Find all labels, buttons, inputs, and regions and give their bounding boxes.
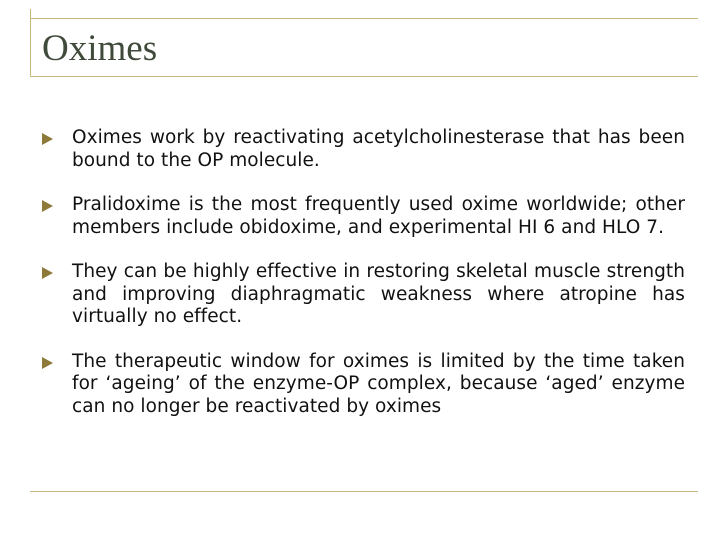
top-divider: [30, 18, 698, 19]
bullet-item: [42, 194, 685, 239]
bullet-item: [42, 351, 685, 419]
bullet-triangle-icon: [42, 267, 53, 279]
bullet-triangle-icon: [42, 133, 53, 145]
bullet-text: Pralidoxime is the most frequently used oxime worldwide; other members include obidoxime, and experimental HI 6 and HLO 7.: [72, 194, 685, 238]
bottom-divider: [30, 491, 698, 492]
bullet-item: [42, 127, 685, 172]
bullet-list: [42, 127, 685, 440]
bullet-text: The therapeutic window for oximes is limited by the time taken for ‘ageing’ of the enzyme-OP complex, because ‘aged’ enzyme can no longer be reactivated by oximes: [72, 350, 685, 417]
left-accent-line: [30, 9, 31, 77]
slide-title: Oximes: [42, 28, 158, 69]
bullet-text: Oximes work by reactivating acetylcholinesterase that has been bound to the OP molecule.: [72, 127, 685, 171]
title-divider: [30, 76, 698, 77]
bullet-item: [42, 261, 685, 329]
bullet-triangle-icon: [42, 200, 53, 212]
bullet-text: They can be highly effective in restoring skeletal muscle strength and improving diaphragmatic weakness where atropine has virtually no effect.: [72, 261, 685, 327]
bullet-triangle-icon: [42, 357, 53, 369]
